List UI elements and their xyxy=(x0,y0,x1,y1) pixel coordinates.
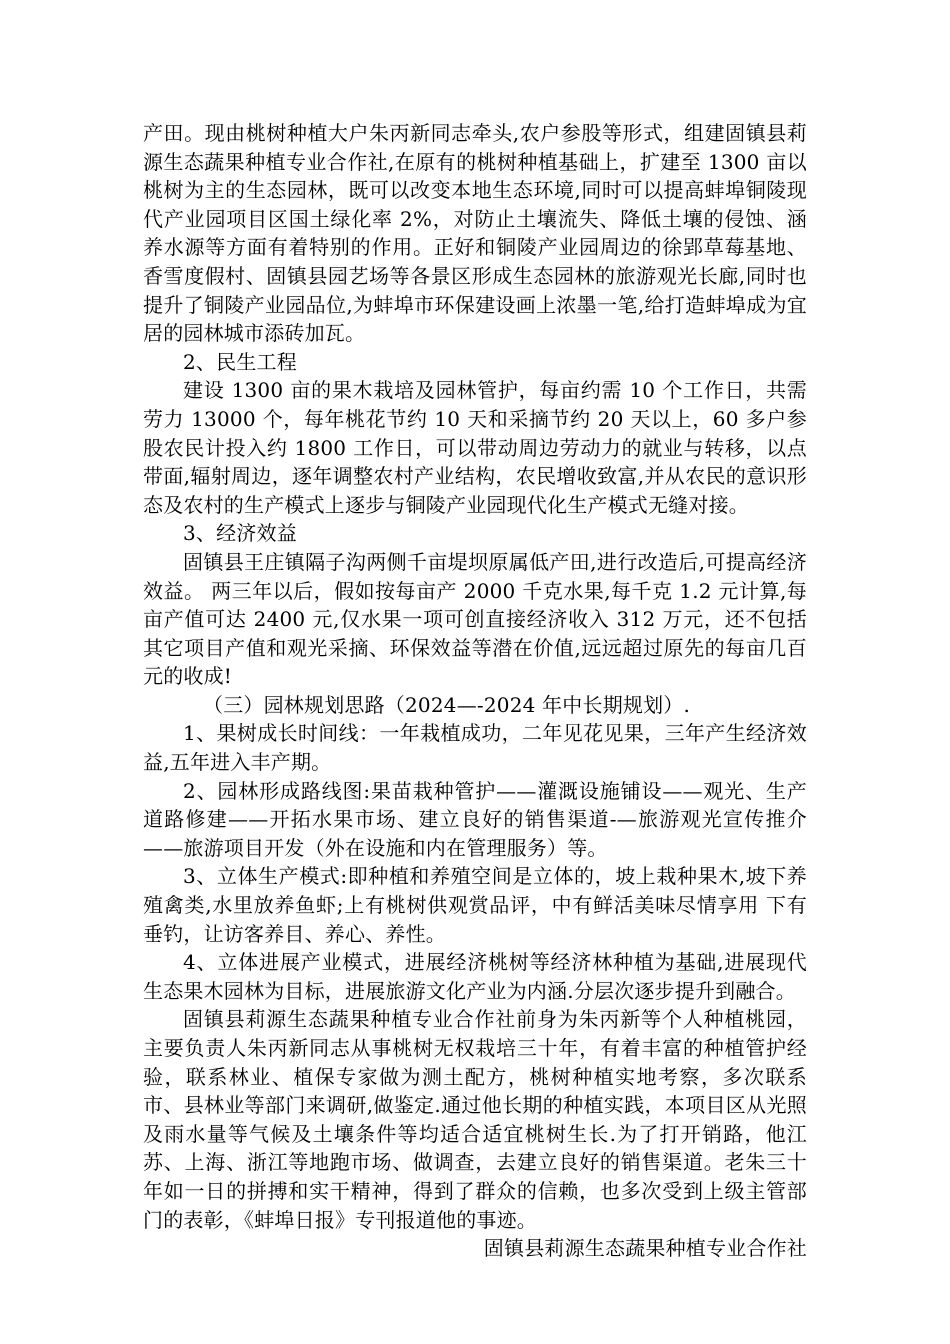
paragraph-cooperative: 固镇县莉源生态蔬果种植专业合作社前身为朱丙新等个人种植桃园，主要负责人朱丙新同志从事桃树无权栽培三十年，有着丰富的种植管护经验，联系林业、植保专家做为测土配方，桃树种植实地考察，多次联系市、县林业等部门来调研,做鉴定.通过他长期的种植实践，本项目区从光照及雨水量等气候及土壤条件等均适合适宜桃树生长.为了打开销路，他江苏、上海、浙江等地跑市场、做调查，去建立良好的销售渠道。老朱三十年如一日的拼搏和实干精神，得到了群众的信赖，也多次受到上级主管部门的表彰，《蚌埠日报》专刊报道他的事迹。 xyxy=(143,1007,807,1232)
paragraph-ecology: 产田。现由桃树种植大户朱丙新同志牵头,农户参股等形式，组建固镇县莉源生态蔬果种植专业合作社,在原有的桃树种植基础上，扩建至 1300 亩以桃树为主的生态园林，既可以改变本地生态环境,同时可以提高蚌埠铜陵现代产业园项目区国土绿化率 2%，对防止土壤流失、降低土壤的侵蚀、涵养水源等方面有着特别的作用。正好和铜陵产业园周边的徐郢草莓基地、香雪度假村、固镇县园艺场等各景区形成生态园林的旅游观光长廊,同时也提升了铜陵产业园品位,为蚌埠市环保建设画上浓墨一笔,给打造蚌埠成为宜居的园林城市添砖加瓦。 xyxy=(143,121,807,346)
heading-livelihood: 2、民生工程 xyxy=(183,349,297,374)
signature: 固镇县莉源生态蔬果种植专业合作社 xyxy=(483,1236,807,1261)
heading-garden-plan: （三）园林规划思路（2024—-2024 年中长期规划）. xyxy=(203,692,691,717)
paragraph-industry-mode: 4、立体进展产业模式，进展经济桃树等经济林种植为基础,进展现代生态果木园林为目标，进展旅游文化产业为内涵.分层次逐步提升到融合。 xyxy=(143,950,807,1003)
paragraph-livelihood: 建设 1300 亩的果木栽培及园林管护，每亩约需 10 个工作日，共需劳力 13000 个，每年桃花节约 10 天和采摘节约 20 天以上，60 多户参股农民计投入约 1800 工作日，可以带动周边劳动力的就业与转移，以点带面,辐射周边，逐年调整农村产业结构，农民增收致富,并从农民的意识形态及农村的生产模式上逐步与铜陵产业园现代化生产模式无缝对接。 xyxy=(143,378,807,517)
document-page xyxy=(143,119,807,1263)
paragraph-timeline: 1、果树成长时间线：一年栽植成功，二年见花见果，三年产生经济效益,五年进入丰产期。 xyxy=(143,721,807,775)
heading-economic: 3、经济效益 xyxy=(183,521,297,546)
paragraph-economic: 固镇县王庄镇隔子沟两侧千亩堤坝原属低产田,进行改造后,可提高经济效益。 两三年以后，假如按每亩产 2000 千克水果,每千克 1.2 元计算,每亩产值可达 2400 元,仅水果一项可创直接经济收入 312 万元，还不包括其它项目产值和观光采摘、环保效益等潜在价值,远远超过原先的每亩几百元的收成! xyxy=(143,549,807,689)
paragraph-roadmap: 2、园林形成路线图:果苗栽种管护——灌溉设施铺设——观光、生产道路修建——开拓水果市场、建立良好的销售渠道-—旅游观光宣传推介——旅游项目开发（外在设施和内在管理服务）等。 xyxy=(143,778,807,860)
paragraph-production-mode: 3、立体生产模式:即种植和养殖空间是立体的，坡上栽种果木,坡下养殖禽类,水里放养鱼虾;上有桃树供观赏品评，中有鲜活美味尽情享用 下有垂钓，让访客养目、养心、养性。 xyxy=(143,864,807,946)
